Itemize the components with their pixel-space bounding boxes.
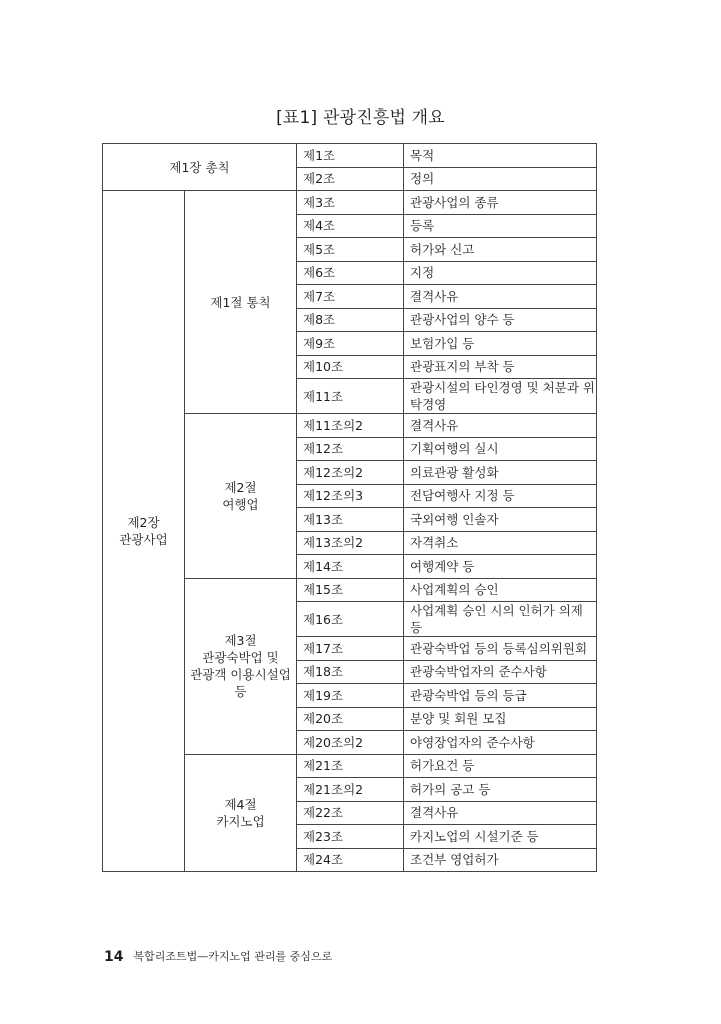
page-footer (104, 948, 332, 965)
article-number: 제20조의2 (297, 731, 404, 755)
article-number: 제3조 (297, 191, 404, 215)
article-number: 제12조의2 (297, 461, 404, 485)
page-number: 14 (104, 949, 124, 965)
article-number: 제9조 (297, 332, 404, 356)
article-number: 제4조 (297, 214, 404, 238)
article-description: 의료관광 활성화 (404, 461, 597, 485)
article-number: 제18조 (297, 660, 404, 684)
article-number: 제7조 (297, 285, 404, 309)
article-description: 관광숙박업자의 준수사항 (404, 660, 597, 684)
label-line: 제2장 (127, 515, 160, 530)
article-description: 허가요건 등 (404, 754, 597, 778)
article-number: 제5조 (297, 238, 404, 262)
article-number: 제11조 (297, 379, 404, 414)
article-description: 야영장업자의 준수사항 (404, 731, 597, 755)
article-number: 제11조의2 (297, 414, 404, 438)
section-label (185, 191, 297, 414)
article-description: 여행계약 등 (404, 555, 597, 579)
article-description: 정의 (404, 167, 597, 191)
article-description: 관광사업의 양수 등 (404, 308, 597, 332)
label-line: 제1절 통칙 (210, 294, 271, 310)
table-row (103, 191, 597, 215)
article-number: 제8조 (297, 308, 404, 332)
article-description: 허가와 신고 (404, 238, 597, 262)
article-description: 전담여행사 지정 등 (404, 484, 597, 508)
article-number: 제10조 (297, 355, 404, 379)
label-line: 관광숙박업 및 (202, 650, 279, 665)
article-description: 결격사유 (404, 414, 597, 438)
label-line: 카지노업 (216, 813, 265, 829)
article-description: 조건부 영업허가 (404, 848, 597, 872)
table-row (103, 144, 597, 168)
article-description: 자격취소 (404, 531, 597, 555)
article-description: 관광사업의 종류 (404, 191, 597, 215)
article-description: 등록 (404, 214, 597, 238)
section-label (185, 754, 297, 872)
article-description: 기획여행의 실시 (404, 437, 597, 461)
chapter-label (103, 191, 185, 872)
article-description: 결격사유 (404, 285, 597, 309)
article-description: 목적 (404, 144, 597, 168)
article-number: 제20조 (297, 707, 404, 731)
article-number: 제21조 (297, 754, 404, 778)
label-line: 제2절 (224, 479, 257, 495)
article-description: 결격사유 (404, 801, 597, 825)
label-line: 제3절 (224, 633, 257, 648)
article-description: 관광표지의 부착 등 (404, 355, 597, 379)
article-number: 제2조 (297, 167, 404, 191)
law-overview-table (102, 143, 597, 872)
article-number: 제12조 (297, 437, 404, 461)
section-label (185, 414, 297, 579)
label-line: 여행업 (222, 496, 259, 512)
article-number: 제16조 (297, 602, 404, 637)
label-line: 등 (234, 684, 247, 699)
article-number: 제13조의2 (297, 531, 404, 555)
article-number: 제24조 (297, 848, 404, 872)
article-description: 사업계획의 승인 (404, 578, 597, 602)
chapter-label (103, 144, 297, 191)
article-description: 사업계획 승인 시의 인허가 의제 등 (404, 602, 597, 637)
article-number: 제1조 (297, 144, 404, 168)
article-number: 제21조의2 (297, 778, 404, 802)
article-description: 분양 및 회원 모집 (404, 707, 597, 731)
article-description: 관광숙박업 등의 등급 (404, 684, 597, 708)
article-description: 국외여행 인솔자 (404, 508, 597, 532)
article-number: 제13조 (297, 508, 404, 532)
article-description: 허가의 공고 등 (404, 778, 597, 802)
article-number: 제15조 (297, 578, 404, 602)
label-line: 제4절 (224, 796, 257, 812)
article-description: 지정 (404, 261, 597, 285)
article-description: 관광숙박업 등의 등록심의위원회 (404, 637, 597, 661)
article-description: 카지노업의 시설기준 등 (404, 825, 597, 849)
article-description: 보험가입 등 (404, 332, 597, 356)
label-line: 제1장 총칙 (169, 159, 230, 175)
article-number: 제14조 (297, 555, 404, 579)
article-number: 제19조 (297, 684, 404, 708)
article-number: 제6조 (297, 261, 404, 285)
table-title: [표1] 관광진흥법 개요 (276, 108, 445, 128)
article-description: 관광시설의 타인경영 및 처분과 위탁경영 (404, 379, 597, 414)
article-number: 제23조 (297, 825, 404, 849)
article-number: 제12조의3 (297, 484, 404, 508)
article-number: 제17조 (297, 637, 404, 661)
label-line: 관광객 이용시설업 (190, 667, 291, 682)
running-title: 복합리조트법—카지노업 관리를 중심으로 (133, 950, 333, 963)
article-number: 제22조 (297, 801, 404, 825)
label-line: 관광사업 (119, 532, 168, 547)
section-label (185, 578, 297, 754)
